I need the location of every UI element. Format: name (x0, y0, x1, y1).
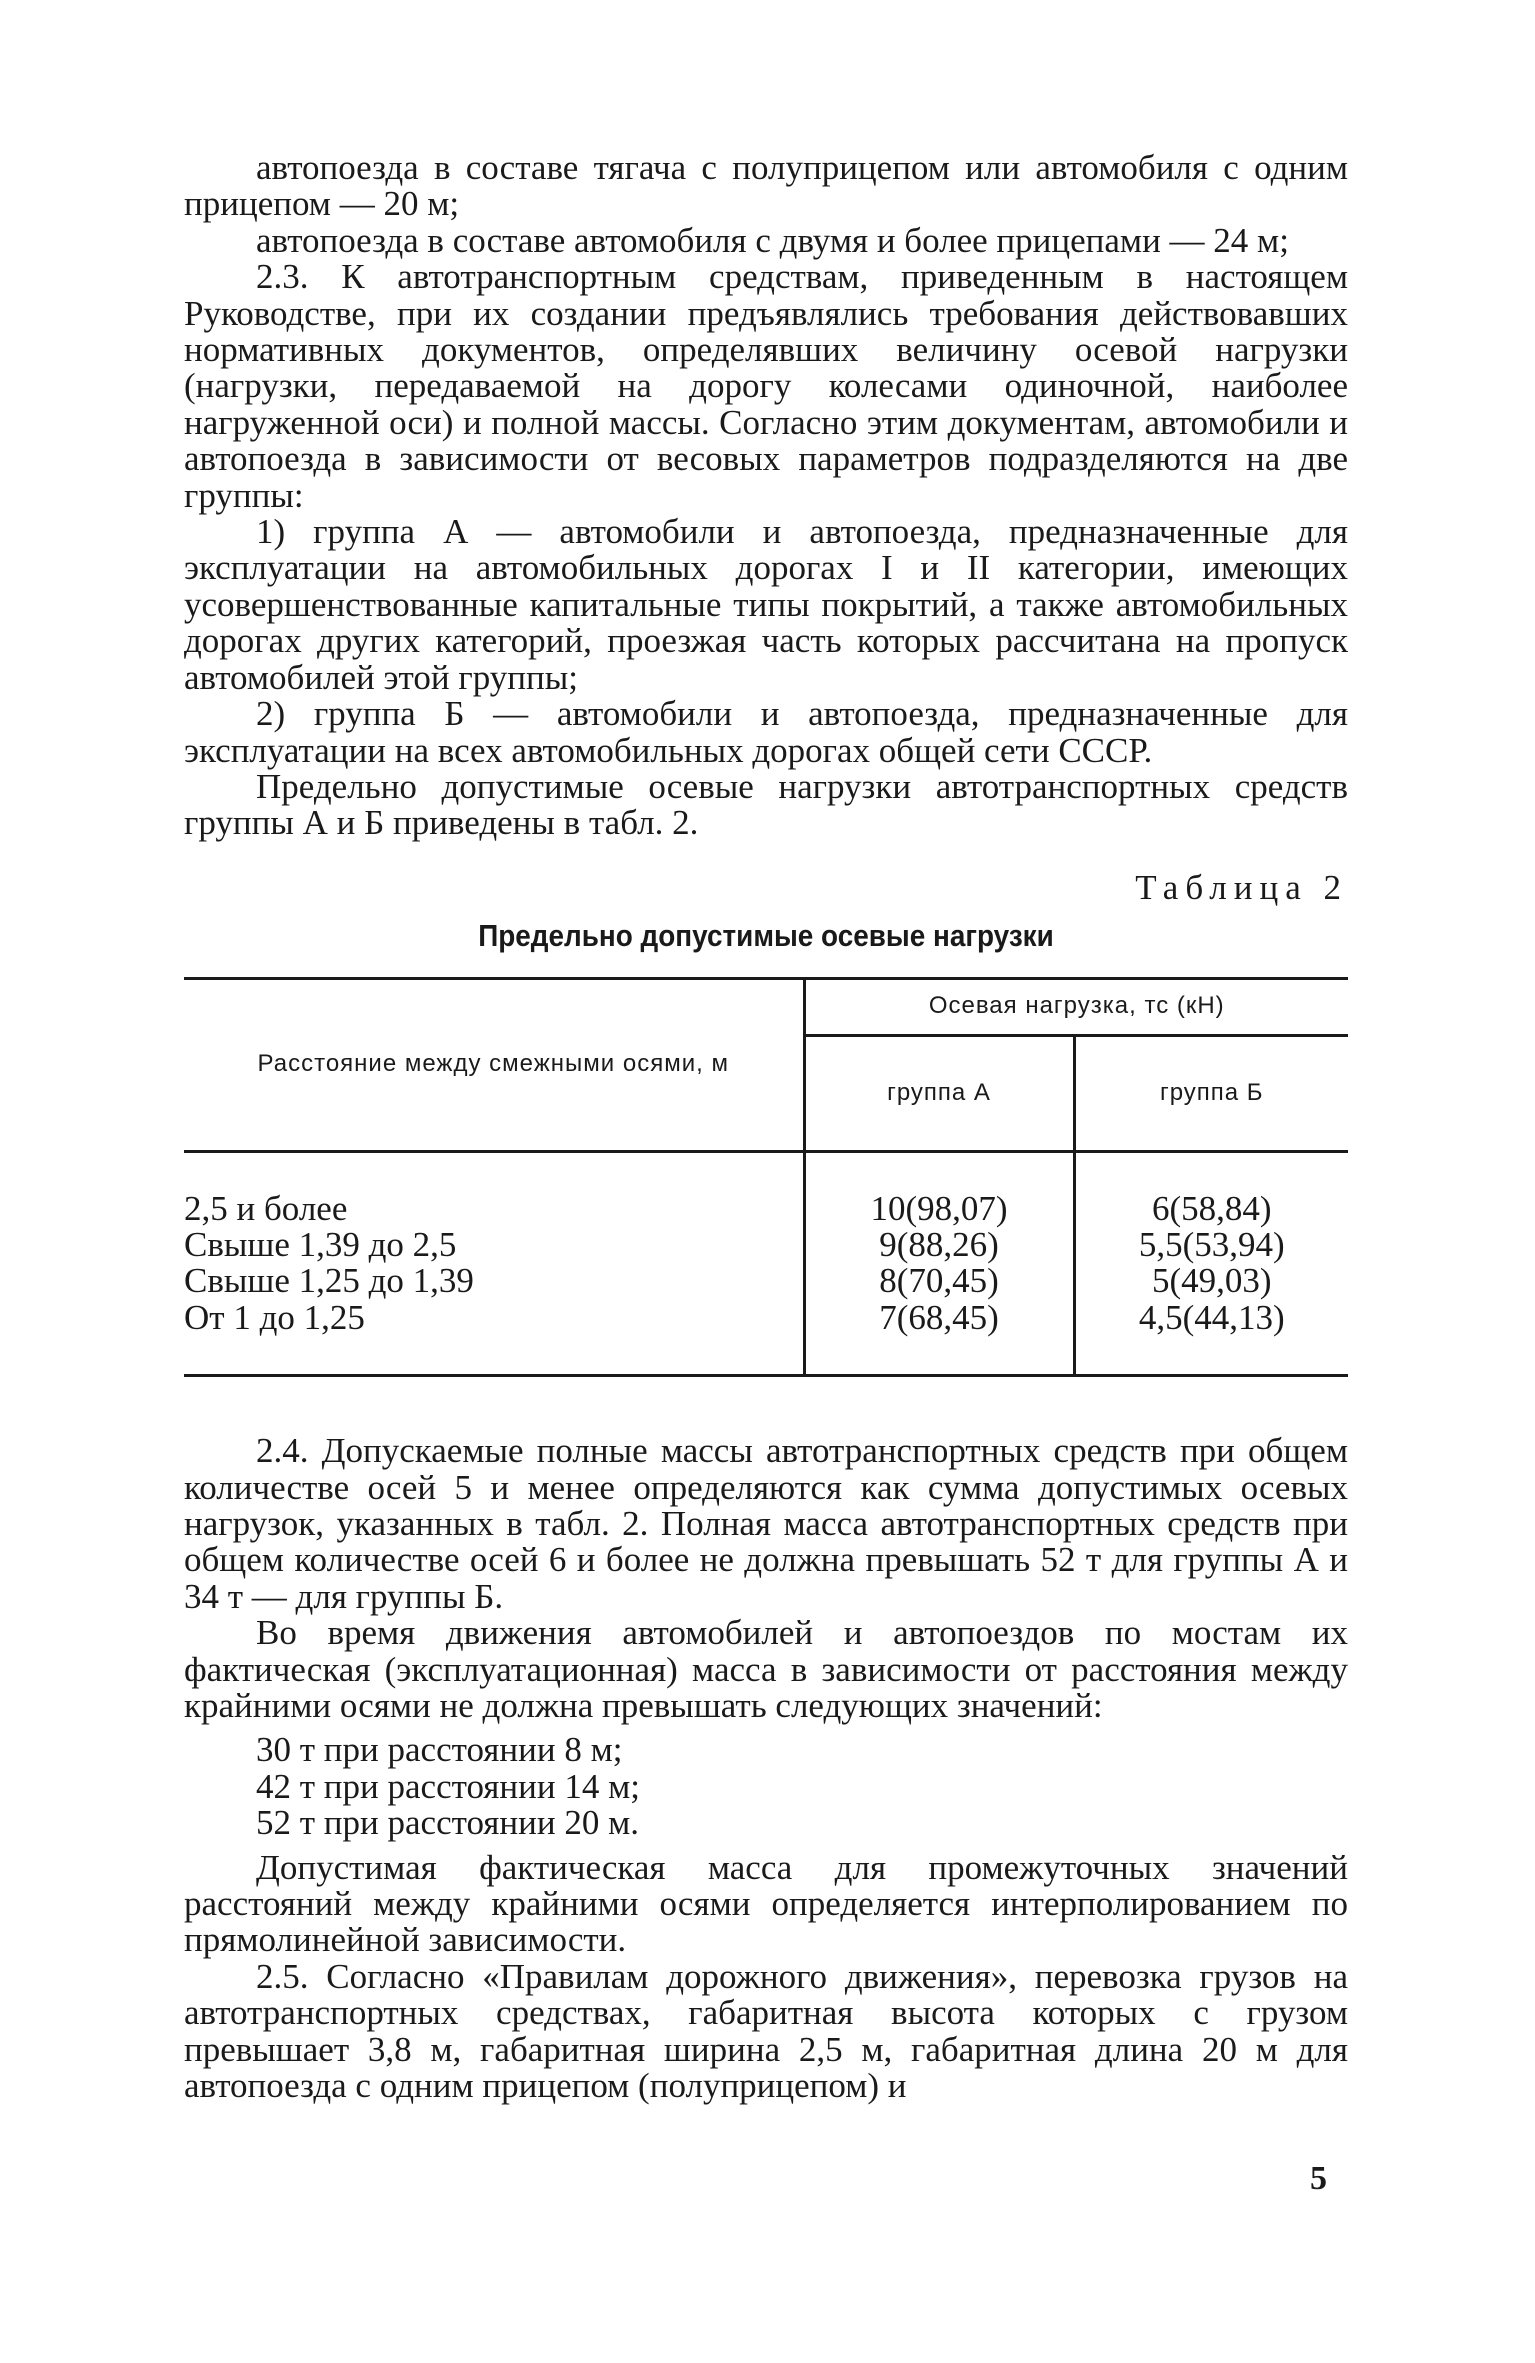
table-cell-distance: Свыше 1,25 до 1,39 (184, 1261, 474, 1301)
column-distance-values (184, 1151, 804, 1376)
table-cell-group-b: 6(58,84) (1151, 1188, 1272, 1228)
table-cell-group-a: 7(68,45) (879, 1297, 999, 1337)
header-group-b: группа Б (1074, 1035, 1348, 1151)
table-label: Таблица 2 (1135, 867, 1348, 907)
list-item: 52 т при расстоянии 20 м. (256, 1803, 639, 1843)
column-group-b-values (1074, 1151, 1348, 1376)
table-cell-distance: 2,5 и более (184, 1188, 348, 1228)
table-title: Предельно допустимые осевые нагрузки (478, 918, 1054, 954)
table-cell-group-b: 4,5(44,13) (1138, 1297, 1285, 1337)
table-cell-distance: От 1 до 1,25 (184, 1297, 365, 1337)
header-group-a: группа А (804, 1035, 1074, 1151)
header-distance: Расстояние между смежными осями, м (184, 978, 804, 1151)
paragraph-two-trailers-length: автопоезда в составе автомобиля с двумя и более прицепами — 24 м; (256, 220, 1289, 260)
table-cell-group-a: 9(88,26) (879, 1224, 999, 1264)
paragraph-2-4: 2.4. Допускаемые полные массы автотранспортных средств при общем количестве осей 5 и менее определяются как сумма допустимых осевых нагрузок, указанных в табл. 2. Полная масса автотранспортных средств при общем количестве осей 6 и более не должна превышать 52 т для группы А и 34 т — для группы Б. (184, 1431, 1348, 1616)
paragraph-trailer-length: автопоезда в составе тягача с полуприцепом или автомобиля с одним прицепом — 20 м; (184, 148, 1348, 224)
table-cell-group-a: 8(70,45) (879, 1261, 999, 1301)
paragraph-2-5: 2.5. Согласно «Правилам дорожного движения», перевозка грузов на автотранспортных средствах, габаритная высота которых с грузом превышает 3,8 м, габаритная ширина 2,5 м, габаритная длина 20 м для автопоезда с одним прицепом (полуприцепом) и (184, 1956, 1348, 2106)
paragraph-2-3: 2.3. К автотранспортным средствам, приведенным в настоящем Руководстве, при их создании предъявлялись требования действовавших нормативных документов, определявших величину осевой нагрузки (нагрузки, передаваемой на дорогу колесами одиночной, наиболее нагруженной оси) и полной массы. Согласно этим документам, автомобили и автопоезда в зависимости от весовых параметров подразделяются на две группы: (184, 257, 1348, 515)
axle-load-table (184, 977, 1348, 1378)
column-group-a-values (804, 1151, 1074, 1376)
table-cell-distance: Свыше 1,39 до 2,5 (184, 1224, 457, 1264)
table-cell-group-b: 5,5(53,94) (1138, 1224, 1285, 1264)
list-item: 42 т при расстоянии 14 м; (256, 1766, 640, 1806)
mass-limit-list (184, 1732, 1348, 1841)
paragraph-bridges: Во время движения автомобилей и автопоездов по мостам их фактическая (эксплуатационная) масса в зависимости от расстояния между крайними осями не должна превышать следующих значений: (184, 1613, 1348, 1725)
list-item: 30 т при расстоянии 8 м; (256, 1730, 623, 1770)
paragraph-group-b: 2) группа Б — автомобили и автопоезда, предназначенные для эксплуатации на всех автомобильных дорогах общей сети СССР. (184, 694, 1348, 770)
page-number: 5 (1310, 2160, 1327, 2197)
document-page (184, 150, 1348, 2104)
table-cell-group-b: 5(49,03) (1151, 1261, 1272, 1301)
paragraph-interpolation: Допустимая фактическая масса для промежуточных значений расстояний между крайними осями определяется интерполированием по прямолинейной зависимости. (184, 1847, 1348, 1960)
paragraph-group-a: 1) группа А — автомобили и автопоезда, предназначенные для эксплуатации на автомобильных дорогах I и II категории, имеющих усовершенствованные капитальные типы покрытий, а также автомобильных дорогах других категорий, проезжая часть которых рассчитана на пропуск автомобилей этой группы; (184, 512, 1348, 697)
table-cell-group-a: 10(98,07) (870, 1188, 1008, 1228)
paragraph-table-reference: Предельно допустимые осевые нагрузки автотранспортных средств группы А и Б приведены в табл. 2. (184, 766, 1348, 843)
header-axle-load: Осевая нагрузка, тс (кН) (804, 978, 1348, 1035)
